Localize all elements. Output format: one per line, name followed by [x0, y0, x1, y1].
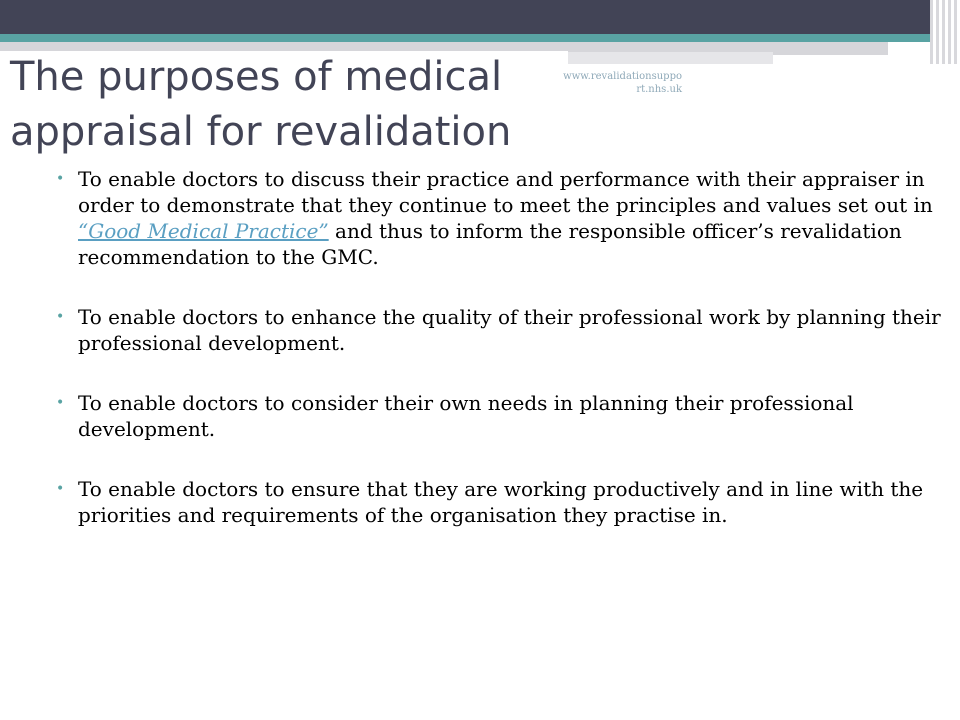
bullet-icon: •	[56, 309, 65, 325]
bullet-item	[52, 304, 954, 356]
bullet-text: To enable doctors to consider their own needs in planning their professional development.	[78, 391, 854, 441]
bullet-icon: •	[56, 481, 65, 497]
decorative-stripe	[568, 42, 888, 52]
bullet-item	[52, 390, 954, 442]
bullet-text: To enable doctors to ensure that they are working productively and in line with the priorities and requirements of the organisation they practise in.	[78, 477, 924, 527]
accent-bar	[0, 34, 960, 42]
decorative-stripe	[773, 52, 888, 55]
source-url[interactable]: www.revalidationsupport.nhs.uk	[563, 71, 682, 95]
bullet-item	[52, 166, 954, 270]
bullet-icon: •	[56, 171, 65, 187]
header-bar	[0, 0, 930, 34]
bullet-list	[52, 166, 954, 528]
decorative-lines	[930, 0, 960, 64]
decorative-stripe	[568, 52, 773, 64]
bullet-icon: •	[56, 395, 65, 411]
bullet-text: To enable doctors to enhance the quality of their professional work by planning their professional development.	[78, 305, 941, 355]
good-medical-practice-link[interactable]: “Good Medical Practice”	[78, 219, 329, 243]
slide-title: The purposes of medical appraisal for revalidation	[10, 54, 512, 155]
bullet-text: and thus to inform the responsible officer’s revalidation recommendation to the GMC.	[78, 219, 902, 269]
bullet-item	[52, 476, 954, 528]
bullet-text: To enable doctors to discuss their practice and performance with their appraiser in order to demonstrate that they continue to meet the principles and values set out in	[78, 167, 933, 217]
